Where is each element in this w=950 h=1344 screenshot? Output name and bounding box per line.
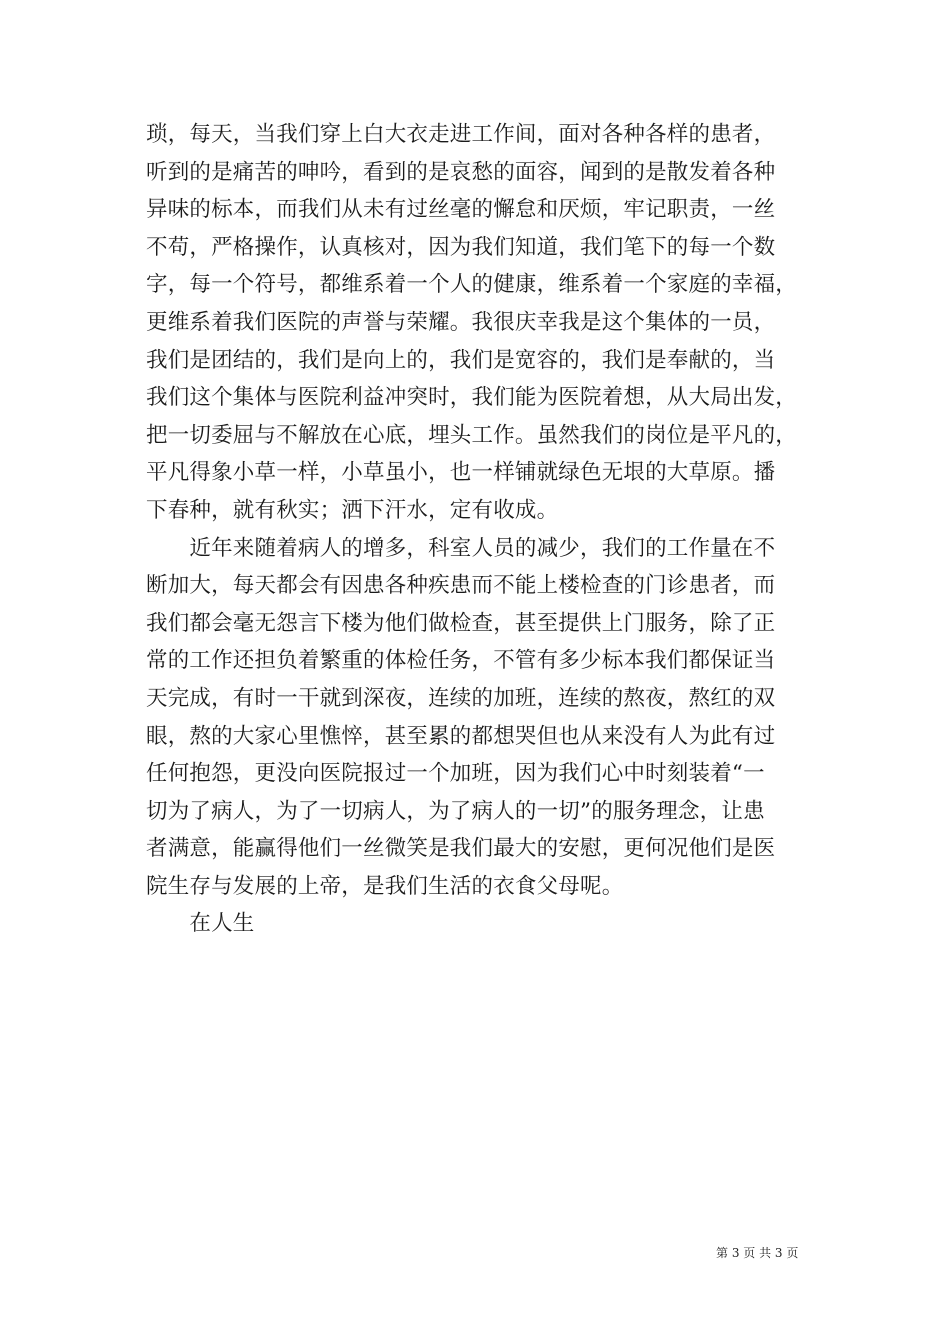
text-line: 切为了病人，为了一切病人，为了病人的一切”的服务理念，让患: [146, 798, 765, 824]
text-line: 平凡得象小草一样，小草虽小，也一样铺就绿色无垠的大草原。播: [146, 460, 776, 486]
body-text: [146, 116, 822, 943]
text-line: 在人生: [146, 911, 255, 937]
text-line: 琐，每天，当我们穿上白大衣走进工作间，面对各种各样的患者，: [146, 122, 776, 147]
text-line: 我们是团结的，我们是向上的，我们是宽容的，我们是奉献的，当: [146, 347, 776, 373]
text-line: 听到的是痛苦的呻吟，看到的是哀愁的面容，闻到的是散发着各种: [146, 159, 776, 185]
text-line: 不苟，严格操作，认真核对，因为我们知道，我们笔下的每一个数: [146, 234, 776, 260]
text-line: 下春种，就有秋实；洒下汗水，定有收成。: [146, 497, 559, 523]
text-line: 我们这个集体与医院利益冲突时，我们能为医院着想，从大局出发，: [146, 385, 798, 411]
text-line: 字，每一个符号，都维系着一个人的健康，维系着一个家庭的幸福，: [146, 272, 798, 298]
text-line: 常的工作还担负着繁重的体检任务，不管有多少标本我们都保证当: [146, 648, 776, 674]
text-line: 我们都会毫无怨言下楼为他们做检查，甚至提供上门服务，除了正: [146, 610, 776, 636]
text-line: 更维系着我们医院的声誉与荣耀。我很庆幸我是这个集体的一员，: [146, 309, 776, 335]
page-number: 第 3 页 共 3 页: [716, 1246, 799, 1260]
text-line: 院生存与发展的上帝，是我们生活的衣食父母呢。: [146, 873, 624, 899]
text-line: 眼，熬的大家心里憔悴，甚至累的都想哭但也从来没有人为此有过: [146, 723, 776, 749]
text-line: 断加大，每天都会有因患各种疾患而不能上楼检查的门诊患者，而: [146, 573, 776, 599]
text-line: 者满意，能赢得他们一丝微笑是我们最大的安慰，更何况他们是医: [146, 836, 776, 862]
text-line: 异味的标本，而我们从未有过丝毫的懈怠和厌烦，牢记职责，一丝: [146, 197, 776, 223]
text-line: 任何抱怨，更没向医院报过一个加班，因为我们心中时刻装着“一: [146, 761, 765, 787]
text-line: 把一切委屈与不解放在心底，埋头工作。虽然我们的岗位是平凡的，: [146, 422, 798, 448]
text-line: 近年来随着病人的增多，科室人员的减少，我们的工作量在不: [146, 535, 776, 561]
text-line: 天完成，有时一干就到深夜，连续的加班，连续的熬夜，熬红的双: [146, 685, 776, 711]
